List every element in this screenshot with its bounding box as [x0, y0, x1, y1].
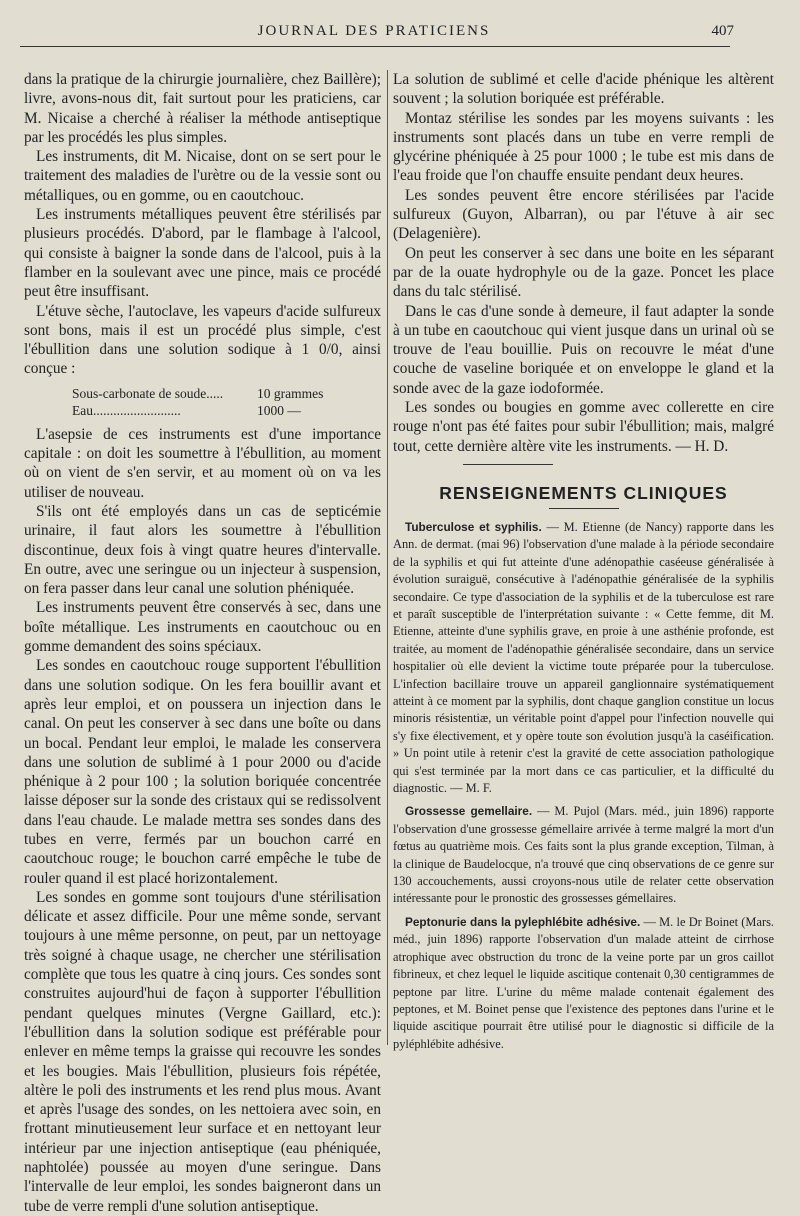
recipe-table: [72, 385, 381, 419]
clinical-note-text: — M. Pujol (Mars. méd., juin 1896) rapporte l'observation d'une grossesse gémellaire arrivée à terme malgré la mort d'un fœtus au quatrième mois. Ces faits sont la plus grande exception, Tilman, à la clinique de Baudelocque, n'a trouvé que cinq observations de ce genre sur 130 accouchements, aussi croyons-nous utile de relater cette observation intéressante pour le pronostic des grossesses gémellaires.: [393, 804, 774, 906]
paragraph: Les sondes peuvent être encore stérilisées par l'acide sulfureux (Guyon, Albarran), ou par l'étuve à air sec (Delagenière).: [393, 186, 774, 243]
paragraph: Montaz stérilise les sondes par les moyens suivants : les instruments sont placés dans un tube en verre rempli de glycérine phéniquée à 25 pour 1000 ; le tube est mis dans de l'eau froide que l'on chauffe ensuite pendant deux heures.: [393, 109, 774, 185]
paragraph: La solution de sublimé et celle d'acide phénique les altèrent souvent ; la solution boriquée est préférable.: [393, 71, 774, 108]
paragraph: Dans le cas d'une sonde à demeure, il faut adapter la sonde à un tube en caoutchouc qui vient jusque dans un urinal où se trouve de l'eau bouillie. Puis on recouvre le méat d'une couche de vaseline boriquée et on enveloppe le gland et la sonde avec de la gaze iodoformée.: [393, 302, 774, 397]
paragraph: Les sondes en caoutchouc rouge supportent l'ébullition dans une solution sodique. On les fera bouillir avant et après leur emploi, et on poussera un injection dans le canal. On peut les conserver à sec dans une boîte ou dans un bocal. Pendant leur emploi, le malade les conservera dans une solution de sublimé à 1 pour 2000 ou d'acide phénique à 2 pour 100 ; la solution boriquée concentrée laisse déposer sur la sonde des cristaux qui se redissolvent dans l'eau chaude. Le malade mettra ses sondes dans des tubes en verre, fermés par un bouchon carré en caoutchouc rouge; le bouchon carré empêche le tube de rouler quand il est placé horizontalement.: [24, 657, 381, 887]
paragraph: Les instruments peuvent être conservés à sec, dans une boîte métallique. Les instruments en caoutchouc ou en gomme demandent des soins spéciaux.: [24, 599, 381, 656]
paragraph: Les instruments, dit M. Nicaise, dont on se sert pour le traitement des maladies de l'urètre ou de la vessie sont ou métalliques, ou en gomme, ou en caoutchouc.: [24, 148, 381, 204]
paragraph: S'ils ont été employés dans un cas de septicémie urinaire, il faut alors les soumettre à l'ébullition discontinue, deux fois à vingt quatre heures d'intervalle. En outre, avec une seringue ou un injecteur à suspension, on fera passer dans leur canal une solution phéniquée.: [24, 502, 381, 598]
recipe-quantity: 10 grammes: [257, 385, 324, 401]
recipe-quantity: 1000 —: [257, 402, 301, 418]
clinical-note-title: Grossesse gemellaire.: [405, 804, 533, 819]
right-column: [393, 70, 774, 1051]
clinical-note-text: — M. le Dr Boinet (Mars. méd., juin 1896) rapporte l'observation d'un malade atteint de cirrhose atrophique avec obstruction du tronc de la veine porte par un gros caillot fibrineux, et chez lequel le liquide ascitique contenait 0,30 centigrammes de peptone par litre. L'urine du même malade contenait également des peptones, et M. Boinet pense que l'existence des peptones dans l'urine et le liquide ascitique pourrait être utilisé pour le diagnostic si difficile de la pyléphlébite adhésive.: [393, 914, 774, 1051]
clinical-note-text: — M. Etienne (de Nancy) rapporte dans les Ann. de dermat. (mai 96) l'observation d'une malade à la période secondaire de la syphilis et qui fut atteinte d'une adénopathie caséeuse généralisée à évolution suraiguë, consécutive à l'adénopathie généralisée de la syphilis secondaire. Ce type d'association de la syphilis et de la tuberculose est rare et paraît susceptible de l'interprétation suivante : « Cette femme, dit M. Etienne, atteinte d'une syphilis grave, en proie à une asthénie profonde, est traitée, au moment de l'adénopathie généralisée secondaire, dans un service hospitalier où elle devient la victime toute préparée pour la tuberculose. L'infection bacillaire trouve un appareil ganglionnaire systématiquement atteint à ce moment par la syphilis, dont chaque ganglion constitue un locus minoris résistentiæ, un véritable point d'appel pour l'infection nouvelle qui s'y fixe électivement, et y opère toute son évolution jusqu'à la caséification. » Un point utile à retenir c'est la gravité de cette association pathologique qui s'est terminée par la mort dans ce cas particulier, et la difficulté du diagnostic. — M. F.: [393, 519, 774, 796]
left-column: [24, 70, 381, 1215]
recipe-ingredient: Eau..........................: [72, 402, 181, 418]
paragraph: Les sondes en gomme sont toujours d'une stérilisation délicate et assez difficile. Pour une même sonde, servant toujours à une même personne, on peut, par un nettoyage très soigné à chaque usage, ne chercher une stérilisation complète que tous les quatre à cinq jours. Ces sondes sont construites aujourd'hui de façon à supporter l'ébullition pendant quelques minutes (Vergne Gaillard, etc.): l'ébullition dans la solution sodique est préférable pour enlever en même temps la graisse qui recouvre les sondes et les bougies. Mais l'ébullition, plusieurs fois répétée, altère le poli des instruments et les rend plus mous. Avant et après l'usage des sondes, on les nettoiera avec soin, en frottant minutieusement leur surface et en nettoyant leur intérieur par une injection antiseptique (eau phéniquée, naphtolée) poussée au moyen d'une seringue. Dans l'intervalle de leur emploi, les sondes baigneront dans un tube de verre rempli d'une solution antiseptique.: [24, 888, 381, 1215]
paragraph: L'étuve sèche, l'autoclave, les vapeurs d'acide sulfureux sont bons, mais il est un procédé plus simple, c'est l'ébullition dans une solution sodique à 1 0/0, ainsi conçue :: [24, 302, 381, 378]
recipe-row: [72, 385, 381, 402]
clinical-note-title: Tuberculose et syphilis.: [405, 519, 542, 534]
section-title: RENSEIGNEMENTS CLINIQUES: [439, 482, 728, 503]
recipe-ingredient: Sous-carbonate de soude.....: [72, 385, 224, 401]
section-rule: [549, 508, 619, 509]
paragraph: L'asepsie de ces instruments est d'une importance capitale : on doit les soumettre à l'ébullition, au moment où on vient de s'en servir, et au moment où on va les utiliser de nouveau.: [24, 425, 381, 501]
clinical-note: [393, 914, 774, 1053]
article-end-rule: [463, 464, 553, 465]
clinical-note: [393, 803, 774, 907]
paragraph: Les sondes ou bougies en gomme avec collerette en cire rouge n'ont pas été faites pour subir l'ébullition; mais, malgré tout, cette dernière altère vite les instruments. — H. D.: [393, 399, 774, 455]
clinical-note: [393, 519, 774, 798]
recipe-row: [72, 402, 381, 419]
clinical-note-title: Peptonurie dans la pylephlébite adhésive.: [405, 914, 641, 929]
page-number: 407: [711, 23, 734, 39]
paragraph: On peut les conserver à sec dans une boite en les séparant par de la ouate hydrophyle ou de la gaze. Poncet les place dans du talc stérilisé.: [393, 244, 774, 301]
page-header: [14, 23, 734, 45]
running-title: JOURNAL DES PRATICIENS: [257, 23, 491, 39]
paragraph: Les instruments métalliques peuvent être stérilisés par plusieurs procédés. D'abord, par le flambage à l'alcool, qui consiste à baigner la sonde dans de l'alcool, puis à la flamber en la soulevant avec une pince, mais ce procédé peut être insuffisant.: [24, 206, 381, 301]
paragraph: dans la pratique de la chirurgie journalière, chez Baillère); livre, avons-nous dit, fait surtout pour les praticiens, car M. Nicaise a cherché à réaliser la méthode antiseptique par les procédés les plus simples.: [24, 71, 381, 146]
header-rule: [20, 46, 730, 47]
column-divider: [387, 70, 388, 1045]
